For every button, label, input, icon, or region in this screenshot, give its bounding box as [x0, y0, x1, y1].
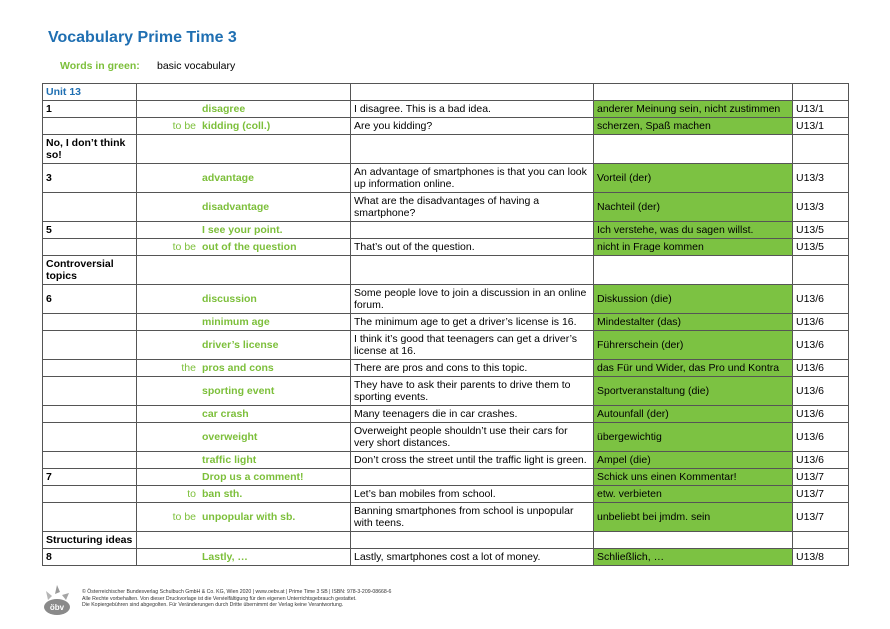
vocab-term: overweight — [202, 431, 258, 443]
empty-cell — [351, 256, 594, 285]
section-heading: Controversial topics — [43, 256, 137, 285]
exercise-number — [43, 193, 137, 222]
term-cell — [137, 193, 351, 222]
exercise-number — [43, 503, 137, 532]
vocab-term: I see your point. — [202, 224, 283, 236]
vocab-term: out of the question — [202, 241, 297, 253]
vocab-term: Lastly, … — [202, 551, 248, 563]
exercise-number: 1 — [43, 101, 137, 118]
unit-reference: U13/1 — [793, 101, 849, 118]
empty-cell — [351, 84, 594, 101]
unit-reference: U13/7 — [793, 503, 849, 532]
footer-copyright — [82, 589, 391, 609]
term-cell — [137, 222, 351, 239]
term-cell — [137, 331, 351, 360]
page-title: Vocabulary Prime Time 3 — [48, 29, 237, 46]
empty-cell — [137, 256, 351, 285]
empty-cell — [594, 256, 793, 285]
term-cell — [137, 406, 351, 423]
vocab-term: traffic light — [202, 454, 257, 466]
vocab-term: disagree — [202, 103, 246, 115]
vocab-term: sporting event — [202, 385, 275, 397]
section-row — [43, 532, 849, 549]
vocab-term: minimum age — [202, 316, 270, 328]
translation: etw. verbieten — [594, 486, 793, 503]
example-sentence: Lastly, smartphones cost a lot of money. — [351, 549, 594, 566]
example-sentence: There are pros and cons to this topic. — [351, 360, 594, 377]
unit-reference: U13/1 — [793, 118, 849, 135]
term-cell — [137, 285, 351, 314]
exercise-number: 7 — [43, 469, 137, 486]
term-prefix: to be — [172, 120, 196, 132]
example-sentence: They have to ask their parents to drive them to sporting events. — [351, 377, 594, 406]
unit-row — [43, 84, 849, 101]
term-prefix: to — [187, 488, 196, 500]
vocab-row — [43, 101, 849, 118]
vocab-row — [43, 486, 849, 503]
vocabulary-table — [42, 83, 849, 566]
example-sentence: The minimum age to get a driver’s license is 16. — [351, 314, 594, 331]
term-cell — [137, 486, 351, 503]
vocab-row — [43, 377, 849, 406]
term-cell — [137, 503, 351, 532]
empty-cell — [351, 135, 594, 164]
translation: Schließlich, … — [594, 549, 793, 566]
example-sentence: Banning smartphones from school is unpopular with teens. — [351, 503, 594, 532]
example-sentence: Don’t cross the street until the traffic light is green. — [351, 452, 594, 469]
translation: scherzen, Spaß machen — [594, 118, 793, 135]
vocab-row — [43, 452, 849, 469]
unit-reference: U13/6 — [793, 423, 849, 452]
vocab-row — [43, 549, 849, 566]
translation: Ich verstehe, was du sagen willst. — [594, 222, 793, 239]
vocab-row — [43, 406, 849, 423]
exercise-number: 8 — [43, 549, 137, 566]
logo-text: öbv — [49, 603, 65, 612]
translation: das Für und Wider, das Pro und Kontra — [594, 360, 793, 377]
term-cell — [137, 360, 351, 377]
section-heading: No, I don’t think so! — [43, 135, 137, 164]
term-prefix: to be — [172, 241, 196, 253]
exercise-number: 3 — [43, 164, 137, 193]
section-heading: Structuring ideas — [43, 532, 137, 549]
vocab-row — [43, 503, 849, 532]
empty-cell — [793, 532, 849, 549]
example-sentence — [351, 469, 594, 486]
translation: übergewichtig — [594, 423, 793, 452]
exercise-number: 5 — [43, 222, 137, 239]
unit-reference: U13/6 — [793, 406, 849, 423]
example-sentence: Overweight people shouldn’t use their cars for very short distances. — [351, 423, 594, 452]
empty-cell — [137, 84, 351, 101]
vocab-row — [43, 314, 849, 331]
translation: anderer Meinung sein, nicht zustimmen — [594, 101, 793, 118]
legend-value: basic vocabulary — [157, 60, 236, 72]
unit-reference: U13/6 — [793, 452, 849, 469]
vocab-row — [43, 423, 849, 452]
translation: Führerschein (der) — [594, 331, 793, 360]
unit-reference: U13/6 — [793, 314, 849, 331]
unit-reference: U13/3 — [793, 193, 849, 222]
vocab-row — [43, 193, 849, 222]
empty-cell — [793, 256, 849, 285]
unit-reference: U13/6 — [793, 285, 849, 314]
example-sentence: Some people love to join a discussion in an online forum. — [351, 285, 594, 314]
exercise-number — [43, 239, 137, 256]
vocab-term: discussion — [202, 293, 257, 305]
empty-cell — [594, 84, 793, 101]
translation: unbeliebt bei jmdm. sein — [594, 503, 793, 532]
footer-line: Die Kopiergebühren sind abgegolten. Für Veränderungen durch Dritte übernimmt der Verlag keine Verantwortung. — [82, 602, 344, 609]
vocab-term: kidding (coll.) — [202, 120, 271, 132]
vocab-term: car crash — [202, 408, 249, 420]
vocab-term: ban sth. — [202, 488, 243, 500]
vocab-row — [43, 239, 849, 256]
term-cell — [137, 239, 351, 256]
section-row — [43, 135, 849, 164]
translation: Nachteil (der) — [594, 193, 793, 222]
section-row — [43, 256, 849, 285]
vocab-term: Drop us a comment! — [202, 471, 304, 483]
unit-reference: U13/7 — [793, 469, 849, 486]
empty-cell — [137, 135, 351, 164]
exercise-number — [43, 452, 137, 469]
empty-cell — [137, 532, 351, 549]
vocab-row — [43, 118, 849, 135]
vocab-term: disadvantage — [202, 201, 270, 213]
unit-reference: U13/5 — [793, 239, 849, 256]
example-sentence: Are you kidding? — [351, 118, 594, 135]
vocab-term: unpopular with sb. — [202, 511, 296, 523]
unit-reference: U13/6 — [793, 331, 849, 360]
empty-cell — [351, 532, 594, 549]
translation: nicht in Frage kommen — [594, 239, 793, 256]
vocab-row — [43, 285, 849, 314]
vocab-row — [43, 164, 849, 193]
empty-cell — [793, 84, 849, 101]
term-cell — [137, 377, 351, 406]
unit-reference: U13/3 — [793, 164, 849, 193]
vocab-row — [43, 222, 849, 239]
vocab-row — [43, 331, 849, 360]
vocab-term: driver’s license — [202, 339, 279, 351]
exercise-number — [43, 118, 137, 135]
unit-reference: U13/6 — [793, 377, 849, 406]
term-prefix: to be — [172, 511, 196, 523]
exercise-number: 6 — [43, 285, 137, 314]
unit-label: Unit 13 — [43, 84, 137, 101]
exercise-number — [43, 423, 137, 452]
term-cell — [137, 423, 351, 452]
term-cell — [137, 469, 351, 486]
example-sentence: That’s out of the question. — [351, 239, 594, 256]
translation: Diskussion (die) — [594, 285, 793, 314]
vocab-term: pros and cons — [202, 362, 274, 374]
example-sentence — [351, 222, 594, 239]
empty-cell — [594, 135, 793, 164]
empty-cell — [594, 532, 793, 549]
empty-cell — [793, 135, 849, 164]
term-cell — [137, 118, 351, 135]
exercise-number — [43, 486, 137, 503]
translation: Schick uns einen Kommentar! — [594, 469, 793, 486]
unit-reference: U13/7 — [793, 486, 849, 503]
vocab-row — [43, 360, 849, 377]
unit-reference: U13/5 — [793, 222, 849, 239]
translation: Autounfall (der) — [594, 406, 793, 423]
term-cell — [137, 549, 351, 566]
unit-reference: U13/8 — [793, 549, 849, 566]
footer-line: Alle Rechte vorbehalten. Von dieser Druckvorlage ist die Vervielfältigung für den eigenen Unterrichtsgebrauch gestattet. — [82, 595, 357, 602]
oebv-logo-icon — [42, 583, 72, 617]
example-sentence: Many teenagers die in car crashes. — [351, 406, 594, 423]
example-sentence: Let’s ban mobiles from school. — [351, 486, 594, 503]
exercise-number — [43, 314, 137, 331]
unit-reference: U13/6 — [793, 360, 849, 377]
vocab-row — [43, 469, 849, 486]
example-sentence: I think it’s good that teenagers can get a driver’s license at 16. — [351, 331, 594, 360]
example-sentence: An advantage of smartphones is that you can look up information online. — [351, 164, 594, 193]
exercise-number — [43, 360, 137, 377]
translation: Vorteil (der) — [594, 164, 793, 193]
translation: Ampel (die) — [594, 452, 793, 469]
term-cell — [137, 314, 351, 331]
term-cell — [137, 101, 351, 118]
exercise-number — [43, 331, 137, 360]
example-sentence: What are the disadvantages of having a smartphone? — [351, 193, 594, 222]
translation: Mindestalter (das) — [594, 314, 793, 331]
exercise-number — [43, 406, 137, 423]
translation: Sportveranstaltung (die) — [594, 377, 793, 406]
example-sentence: I disagree. This is a bad idea. — [351, 101, 594, 118]
vocab-term: advantage — [202, 172, 254, 184]
term-prefix: the — [181, 362, 196, 374]
legend-key: Words in green: — [60, 60, 140, 72]
term-cell — [137, 164, 351, 193]
term-cell — [137, 452, 351, 469]
exercise-number — [43, 377, 137, 406]
footer-line: © Österreichischer Bundesverlag Schulbuch GmbH & Co. KG, Wien 2020 | www.oebv.at | Prime Time 3 SB | ISBN: 978-3-209-08668-6 — [82, 589, 392, 595]
